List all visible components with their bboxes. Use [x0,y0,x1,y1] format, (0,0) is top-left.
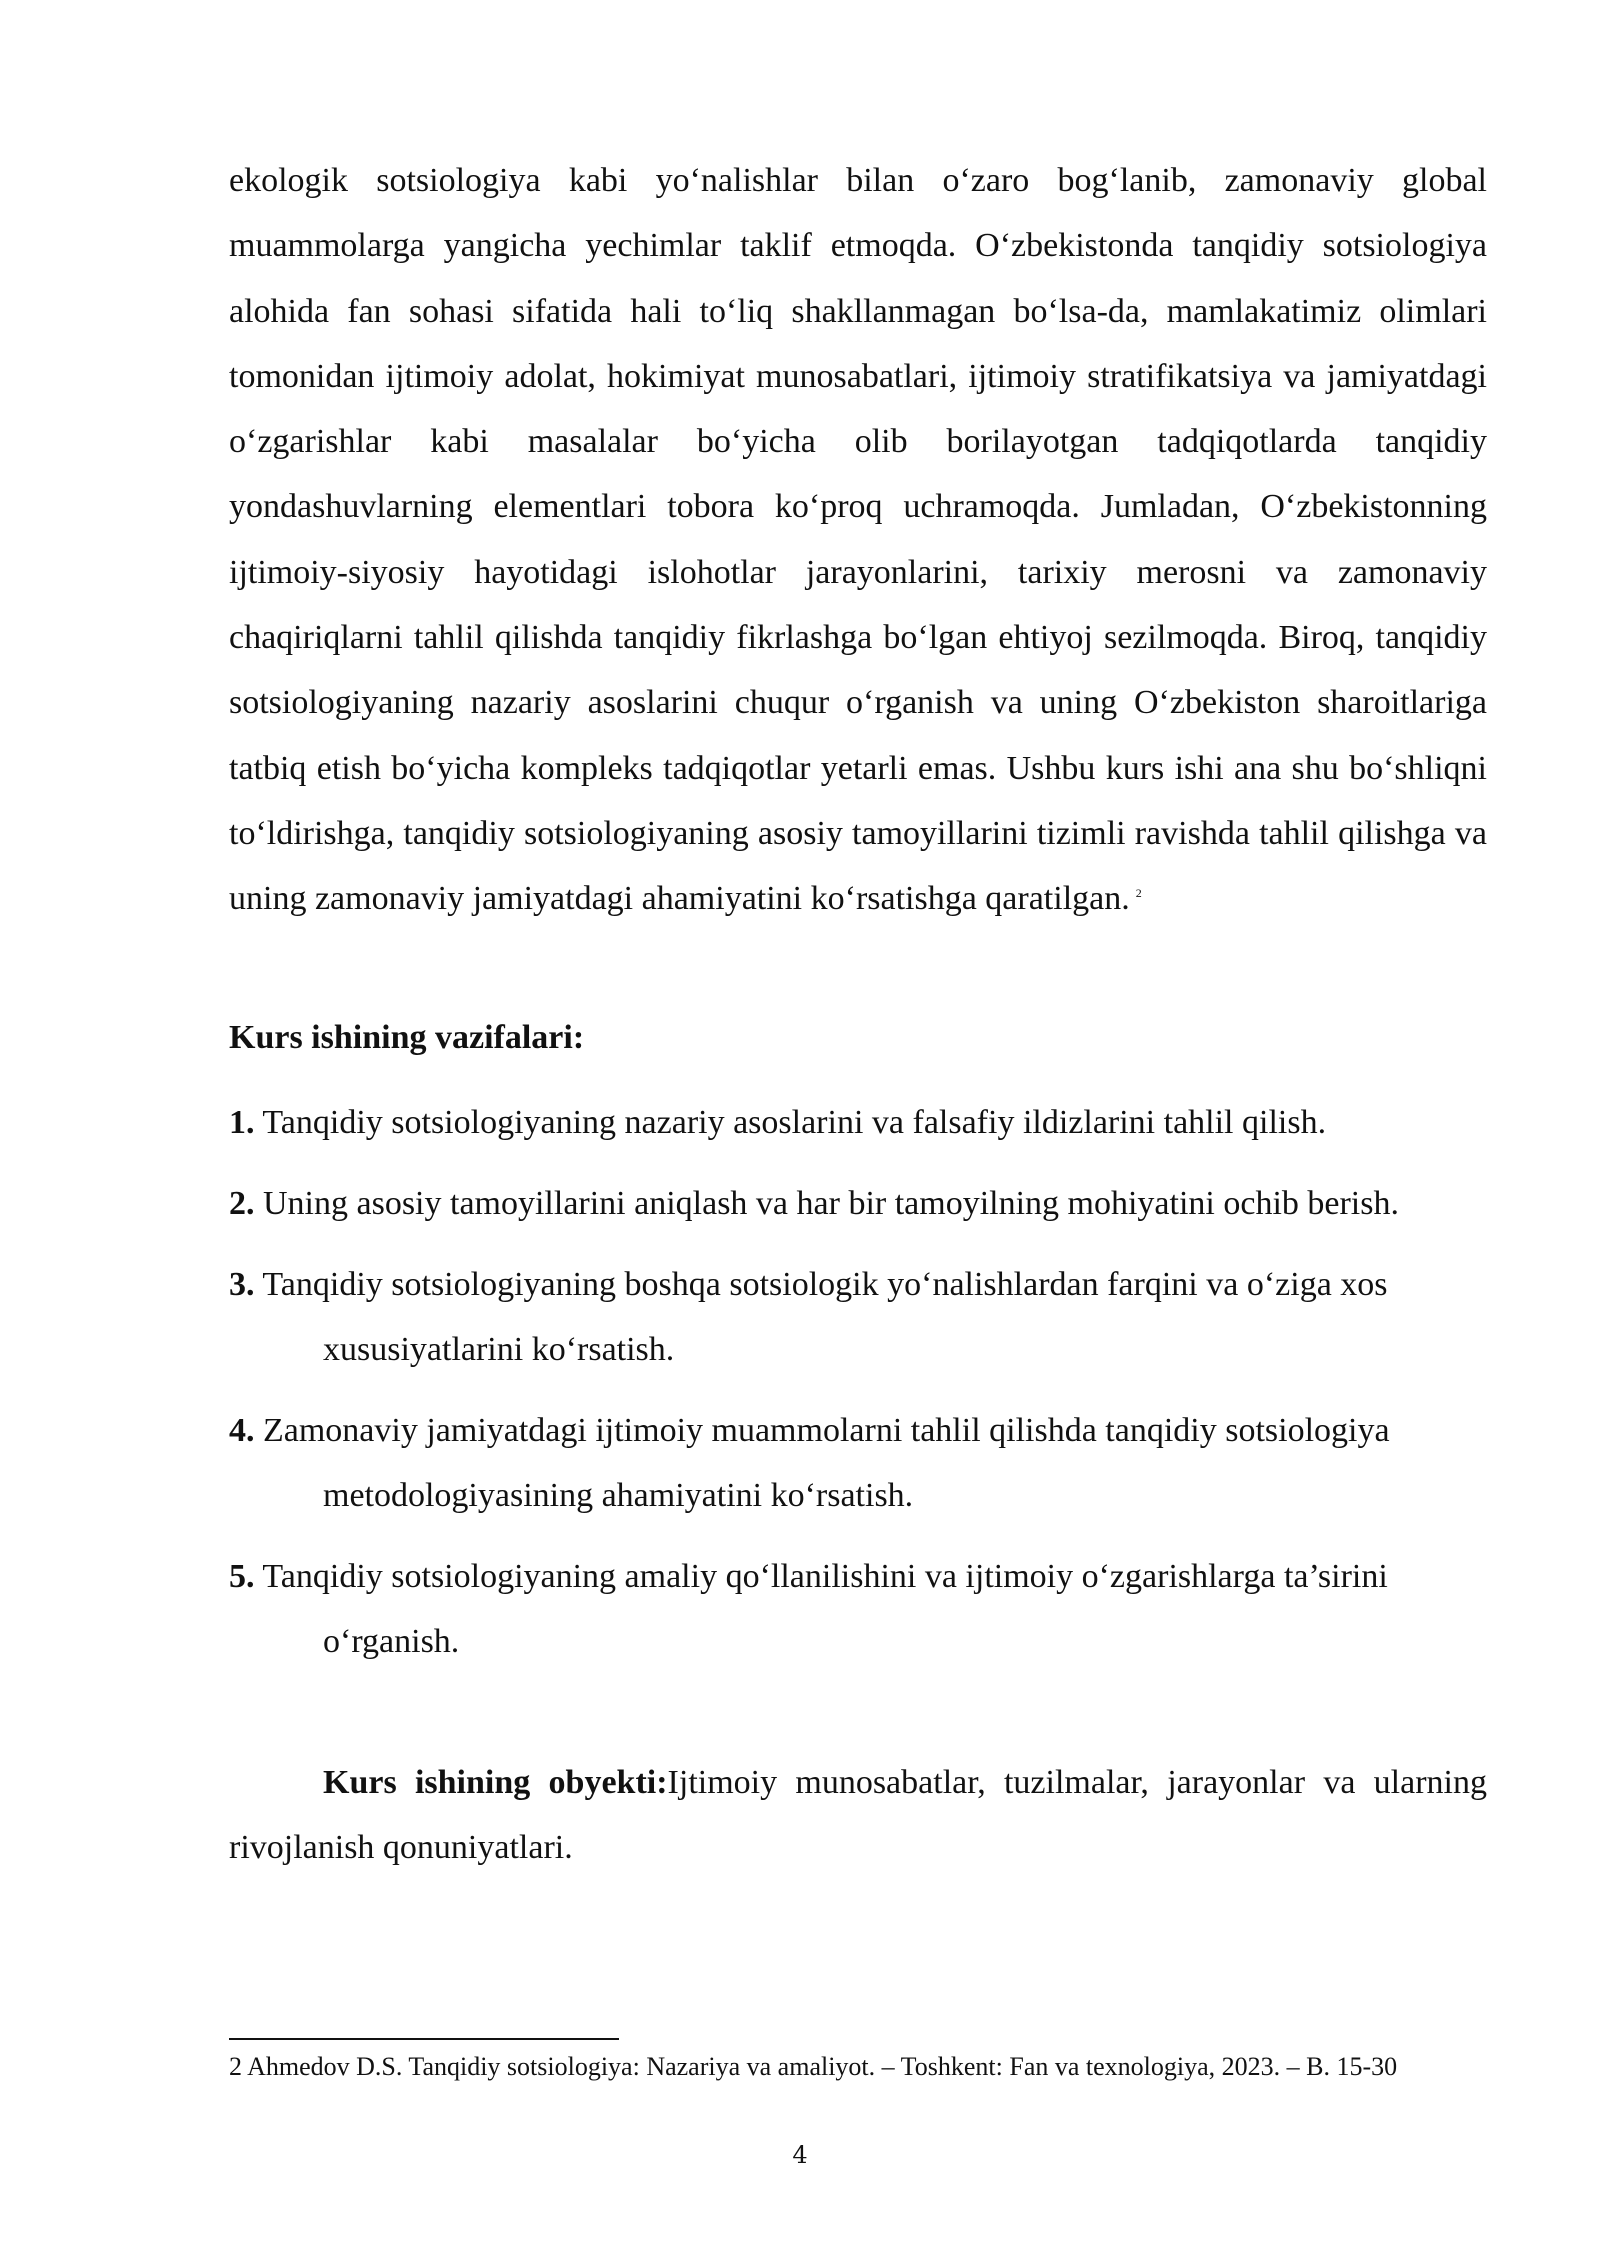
task-number: 5. [229,1558,255,1595]
task-item [229,1252,1487,1382]
footnote-reference[interactable]: 2 [1135,885,1142,900]
footnote-separator [229,2038,619,2040]
task-text: Tanqidiy sotsiologiyaning amaliy qo‘llanilishini va ijtimoiy o‘zgarishlarga ta’sirini o‘rganish. [262,1558,1388,1660]
task-text: Tanqidiy sotsiologiyaning nazariy asoslarini va falsafiy ildizlarini tahlil qilish. [262,1104,1327,1141]
footnote: 2 Ahmedov D.S. Tanqidiy sotsiologiya: Nazariya va amaliyot. – Toshkent: Fan va texnologiya, 2023. – B. 15-30 [229,2052,1398,2081]
body-paragraph [229,148,1487,932]
task-text: Zamonaviy jamiyatdagi ijtimoiy muammolarni tahlil qilishda tanqidiy sotsiologiya metodologiyasining ahamiyatini ko‘rsatish. [263,1412,1390,1514]
tasks-heading: Kurs ishining vazifalari: [229,1019,585,1056]
task-number: 4. [229,1412,255,1449]
task-item [229,1398,1487,1528]
task-text: Tanqidiy sotsiologiyaning boshqa sotsiologik yo‘nalishlardan farqini va o‘ziga xos xususiyatlarini ko‘rsatish. [262,1266,1388,1368]
task-item [229,1171,1487,1236]
task-number: 1. [229,1104,255,1141]
task-number: 2. [229,1185,255,1222]
object-label: Kurs ishining obyekti: [323,1764,668,1801]
task-text: Uning asosiy tamoyillarini aniqlash va har bir tamoyilning mohiyatini ochib berish. [263,1185,1399,1222]
page-number: 4 [792,2141,808,2169]
task-number: 3. [229,1266,255,1303]
tasks-list [229,1090,1487,1690]
object-text: Ijtimoiy munosabatlar, tuzilmalar, jarayonlar va ularning rivojlanish qonuniyatlari. [229,1764,1487,1866]
object-paragraph [229,1750,1487,1880]
task-item [229,1090,1487,1155]
task-item [229,1544,1487,1674]
body-paragraph-text: ekologik sotsiologiya kabi yo‘nalishlar bilan o‘zaro bog‘lanib, zamonaviy global muammolarga yangicha yechimlar taklif etmoqda. O‘zbekistonda tanqidiy sotsiologiya alohida fan sohasi sifatida hali to‘liq shakllanmagan bo‘lsa-da, mamlakatimiz olimlari tomonidan ijtimoiy adolat, hokimiyat munosabatlari, ijtimoiy stratifikatsiya va jamiyatdagi o‘zgarishlar kabi masalalar bo‘yicha olib borilayotgan tadqiqotlarda tanqidiy yondashuvlarning elementlari tobora ko‘proq uchramoqda. Jumladan, O‘zbekistonning ijtimoiy-siyosiy hayotidagi islohotlar jarayonlarini, tarixiy merosni va zamonaviy chaqiriqlarni tahlil qilishda tanqidiy fikrlashga bo‘lgan ehtiyoj sezilmoqda. Biroq, tanqidiy sotsiologiyaning nazariy asoslarini chuqur o‘rganish va uning O‘zbekiston sharoitlariga tatbiq etish bo‘yicha kompleks tadqiqotlar yetarli emas. Ushbu kurs ishi ana shu bo‘shliqni to‘ldirishga, tanqidiy sotsiologiyaning asosiy tamoyillarini tizimli ravishda tahlil qilishga va uning zamonaviy jamiyatdagi ahamiyatini ko‘rsatishga qaratilgan. [229,162,1487,918]
